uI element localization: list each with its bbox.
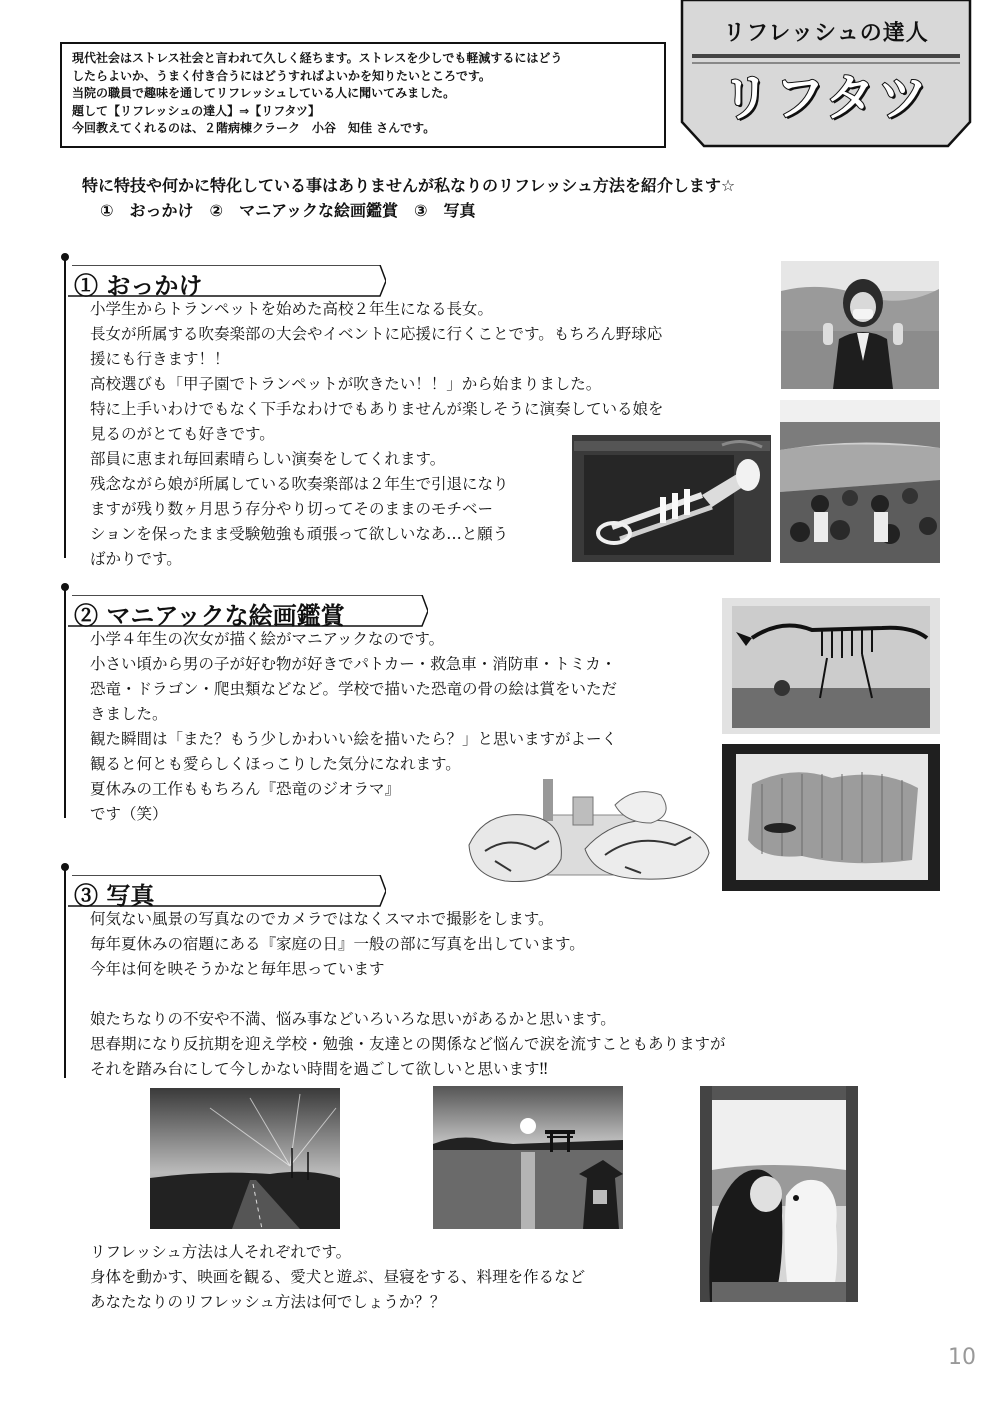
intro-line: 題して【リフレッシュの達人】⇒【リフタツ】	[72, 103, 321, 118]
intro-box	[60, 42, 666, 148]
lead-text	[82, 173, 735, 223]
closing-line: リフレッシュ方法は人それぞれです。	[90, 1243, 352, 1261]
body-line: 部員に恵まれ毎回素晴らしい演奏をしてくれます。	[90, 450, 446, 468]
section-marker	[61, 583, 69, 591]
lead-line-1: 特に特技や何かに特化している事はありませんが私なりのリフレッシュ方法を紹介します☆	[82, 176, 736, 195]
section-marker	[61, 863, 69, 871]
closing-line: 身体を動かす、映画を観る、愛犬と遊ぶ、昼寝をする、料理を作るなど	[90, 1268, 586, 1286]
torii-sunset-photo	[433, 1086, 623, 1229]
road-sunset-photo	[150, 1088, 340, 1229]
student-peace-sign-photo	[781, 261, 939, 389]
body-line: きました。	[90, 705, 168, 723]
body-line: 毎年夏休みの宿題にある『家庭の日』一般の部に写真を出しています。	[90, 935, 585, 953]
body-line: 特に上手いわけでもなく下手なわけでもありませんが楽しそうに演奏している娘を	[90, 400, 664, 418]
body-line: ションを保ったまま受験勉強も頑張って欲しいなあ…と願う	[90, 525, 509, 543]
closing-text	[90, 1240, 585, 1315]
body-line: 思春期になり反抗期を迎え学校・勉強・友達との関係など悩んで涙を流すこともありますが	[90, 1035, 726, 1053]
section-title: ② マニアックな絵画鑑賞	[74, 601, 345, 630]
body-line: 娘たちなりの不安や不満、悩み事などいろいろな思いがあるかと思います。	[90, 1010, 616, 1028]
body-line: 何気ない風景の写真なのでカメラではなくスマホで撮影をします。	[90, 910, 554, 928]
dinosaur-diorama-photo	[465, 775, 715, 890]
section-painting	[64, 588, 618, 823]
panel-heading: リフレッシュの達人	[723, 21, 929, 46]
body-line: 観た瞬間は「また？もう少しかわいい絵を描いたら？」と思いますがよーく	[90, 730, 618, 748]
body-blank-line	[90, 982, 726, 1007]
section-marker	[61, 253, 69, 261]
page-number: 10	[948, 1345, 976, 1370]
stadium-cheering-photo	[780, 400, 940, 563]
body-line: 夏休みの工作ももちろん『恐竜のジオラマ』	[90, 780, 401, 798]
section-okkake	[64, 258, 664, 568]
dinosaur-skeleton-painting-photo	[722, 598, 940, 734]
section-body	[90, 907, 726, 1082]
lead-line-2: ① おっかけ ② マニアックな絵画鑑賞 ③ 写真	[100, 201, 476, 220]
trumpet-photo	[572, 435, 771, 562]
body-line: 援にも行きます！！	[90, 350, 230, 368]
section-heading	[68, 595, 428, 630]
body-line: 今年は何を映そうかなと毎年思っています	[90, 960, 385, 978]
body-line: 小学生からトランペットを始めた高校２年生になる長女。	[90, 300, 494, 318]
dinosaur-drawing-photo	[722, 744, 940, 891]
intro-line: したらよいか、うまく付き合うにはどうすればよいかを知りたいところです。	[72, 68, 491, 83]
body-line: 小学４年生の次女が描く絵がマニアックなのです。	[90, 630, 445, 648]
title-panel	[680, 0, 972, 148]
intro-line: 現代社会はストレス社会と言われて久しく経ちます。ストレスを少しでも軽減するにはどう	[72, 51, 563, 65]
body-line: 見るのがとても好きです。	[90, 425, 275, 443]
intro-line: 今回教えてくれるのは、２階病棟クラーク 小谷 知佳 さんです。	[72, 121, 436, 135]
body-line: ばかりです。	[90, 550, 182, 568]
body-line: 小さい頃から男の子が好む物が好きでパトカー・救急車・消防車・トミカ・	[90, 655, 617, 673]
body-line: 長女が所属する吹奏楽部の大会やイベントに応援に行くことです。もちろん野球応	[90, 325, 663, 343]
section-title: ③ 写真	[74, 881, 155, 910]
closing-line: あなたなりのリフレッシュ方法は何でしょうか？？	[90, 1293, 446, 1311]
body-line: それを踏み台にして今しかない時間を過ごして欲しいと思います‼	[90, 1060, 548, 1078]
intro-line: 当院の職員で趣味を通してリフレッシュしている人に聞いてみました。	[72, 86, 456, 100]
body-line: です（笑）	[90, 805, 168, 823]
section-heading	[68, 875, 386, 910]
body-line: 残念ながら娘が所属している吹奏楽部は２年生で引退になり	[90, 475, 509, 493]
section-photography	[64, 868, 726, 1078]
body-line: ますが残り数ヶ月思う存分やり切ってそのままのモチベー	[90, 500, 494, 518]
section-heading	[68, 265, 386, 300]
girl-and-dog-photo	[700, 1086, 858, 1302]
body-line: 恐竜・ドラゴン・爬虫類などなど。学校で描いた恐竜の骨の絵は賞をいただ	[90, 680, 618, 698]
section-title: ① おっかけ	[74, 271, 203, 300]
panel-logo-text: リフタツ	[720, 69, 932, 127]
body-line: 高校選びも「甲子園でトランペットが吹きたい！！」から始まりました。	[90, 375, 602, 393]
body-line: 観ると何とも愛らしくほっこりした気分になれます。	[90, 755, 461, 773]
